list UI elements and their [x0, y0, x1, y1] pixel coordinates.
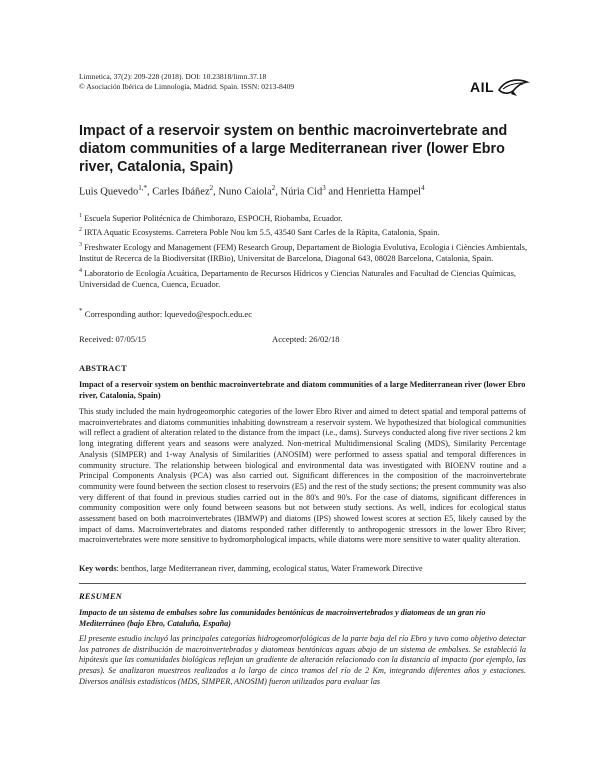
- resumen-title: Impacto de un sistema de embalses sobre las comunidades bentónicas de macroinvertebrados y diatomeas de un gran río Mediterráneo (bajo Ebro, Cataluña, España): [79, 608, 486, 628]
- affiliation-number: 3: [79, 241, 82, 248]
- author-name: Núria Cid: [280, 186, 323, 198]
- abstract-body: This study included the main hydrogeomorphic categories of the lower Ebro River and aimed to detect spatial and temporal patterns of macroinvertebrates and diatoms communities inhabiting downstream a reservoir system. We hypothesized that biological communities will reflect a gradient of alteration related to the distance from the impact (i.e., dams). Surveys conducted along five river sections 2 km long integrating different years and seasons were analyzed. Non-metrical Multidimensional Scaling (MDS), Similarity Percentage Analysis (SIMPER) and 1-way Analysis of Similarities (ANOSIM) were performed to assess spatial and temporal differences in community structure. The relationship between biological and environmental data was investigated with BIOENV routine and a Principal Components Analysis (PCA) was also carried out. Significant differences in the composition of the macroinvertebrate community were found between the section closest to reservoirs (E5) and the rest of the study sections; the present community was also very different of that found in previous studies carried out in the 80's and 90's. For the case of diatoms, significant differences in community composition were only found between seasons but not between study sections. As well, indices for ecological status assessment based on both macroinvertebrates (IBMWP) and diatoms (IPS) showed lowest scores at section E5, likely caused by the impact of dams. Macroinvertebrates and diatoms responded rather differently to anthropogenic stressors in the lower Ebro River; macroinvertebrates were more sensitive to hydromorphological impacts, while diatoms were more sensitive to water quality alteration.: [79, 407, 526, 545]
- affiliation-number: 2: [79, 227, 82, 234]
- submission-dates: [79, 334, 539, 344]
- keywords: [79, 564, 526, 573]
- journal-citation: Limnetica, 37(2): 209-228 (2018). DOI: 10.23818/limn.37.18: [79, 72, 267, 81]
- author-name: Carles Ibáñez: [152, 186, 210, 198]
- corresponding-text: Corresponding author: lquevedo@espoch.edu.ec: [84, 308, 253, 319]
- affiliation-text: Escuela Superior Politécnica de Chimborazo, ESPOCH, Riobamba, Ecuador.: [84, 213, 343, 223]
- author-affiliation-mark: 4: [421, 184, 425, 192]
- received-date: Received: 07/05/15: [79, 334, 147, 344]
- resumen-heading: RESUMEN: [79, 592, 123, 601]
- author-affiliation-mark: 1,*: [138, 184, 147, 192]
- abstract-heading: ABSTRACT: [79, 364, 128, 373]
- ail-logo: [470, 76, 531, 98]
- journal-header: [79, 72, 294, 92]
- author-affiliation-mark: 2: [271, 184, 276, 192]
- corresponding-author: [79, 307, 252, 319]
- author-name: Nuno Caiola: [218, 186, 272, 198]
- accepted-date: Accepted: 26/02/18: [272, 334, 340, 344]
- keywords-list: : benthos, large Mediterranean river, damming, ecological status, Water Framework Directive: [116, 564, 423, 573]
- author-affiliation-mark: 2: [209, 184, 214, 192]
- resumen-body: El presente estudio incluyó las principales categorías hidrogeomorfológicas de la parte baja del río Ebro y tuvo como objetivo detectar los patrones de distribución de macroinvertebrados y diatomeas bentónicas aguas abajo de un sistema de embalses. Se estableció la hipótesis que las comunidades biológicas reflejan un gradiente de alteración relacionado con la distancia al impacto (por ejemplo, las presas). Se analizaron muestreos realizados a lo largo de cinco tramos del río de 2 Km, integrando diferentes años y estaciones. Diversos análisis estadísticos (MDS, SIMPER, ANOSIM) fueron utilizados para evaluar las: [79, 634, 526, 686]
- author-affiliation-mark: 3: [322, 184, 326, 192]
- affiliation-text: Freshwater Ecology and Management (FEM) Research Group, Departament de Biologia Evolutiva, Ecologia i Ciències Ambientals, Institut de Recerca de la Biodiversitat (IRBio), Universitat de Barcelona, Diagonal 643, 08028 Barcelona, Catalonia, Spain.: [79, 242, 528, 264]
- affiliation-item: [79, 225, 539, 238]
- author-separator: ,: [275, 186, 281, 198]
- affiliation-number: 1: [79, 213, 82, 219]
- author-separator: ,: [146, 186, 153, 198]
- affiliation-text: IRTA Aquatic Ecosystems. Carretera Poble Nou km 5.5, 43540 Sant Carles de la Ràpita, Catalonia, Spain.: [84, 228, 440, 238]
- author-list: [79, 184, 425, 198]
- affiliation-text: Laboratorio de Ecología Acuática, Departamento de Recursos Hídricos y Ciencias Naturales and Facultad de Ciencias Químicas, Universidad de Cuenca, Cuenca, Ecuador.: [79, 268, 516, 290]
- affiliation-item: [79, 211, 539, 224]
- affiliation-item: [79, 266, 539, 291]
- affiliation-item: [79, 240, 539, 265]
- affiliations: [79, 211, 539, 292]
- affiliation-number: 4: [79, 267, 82, 274]
- author-name: Luis Quevedo: [79, 186, 139, 198]
- keywords-label: Key words: [79, 564, 117, 573]
- fish-logo-icon: [497, 76, 531, 98]
- author-separator: and: [325, 186, 347, 198]
- abstract-title: Impact of a reservoir system on benthic macroinvertebrate and diatom communities of a large Mediterranean river (lower Ebro river, Catalonia, Spain): [79, 380, 526, 400]
- author-name: Henrietta Hampel: [346, 186, 422, 198]
- paper-title: Impact of a reservoir system on benthic macroinvertebrate and diatom communities of a large Mediterranean river (lower Ebro river, Catalonia, Spain): [79, 123, 508, 175]
- author-separator: ,: [213, 186, 219, 198]
- logo-text: AIL: [470, 79, 495, 95]
- section-divider: [79, 583, 526, 584]
- corresponding-mark: *: [79, 307, 83, 315]
- journal-copyright: © Asociación Ibérica de Limnología, Madrid. Spain. ISSN: 0213-8409: [79, 82, 295, 91]
